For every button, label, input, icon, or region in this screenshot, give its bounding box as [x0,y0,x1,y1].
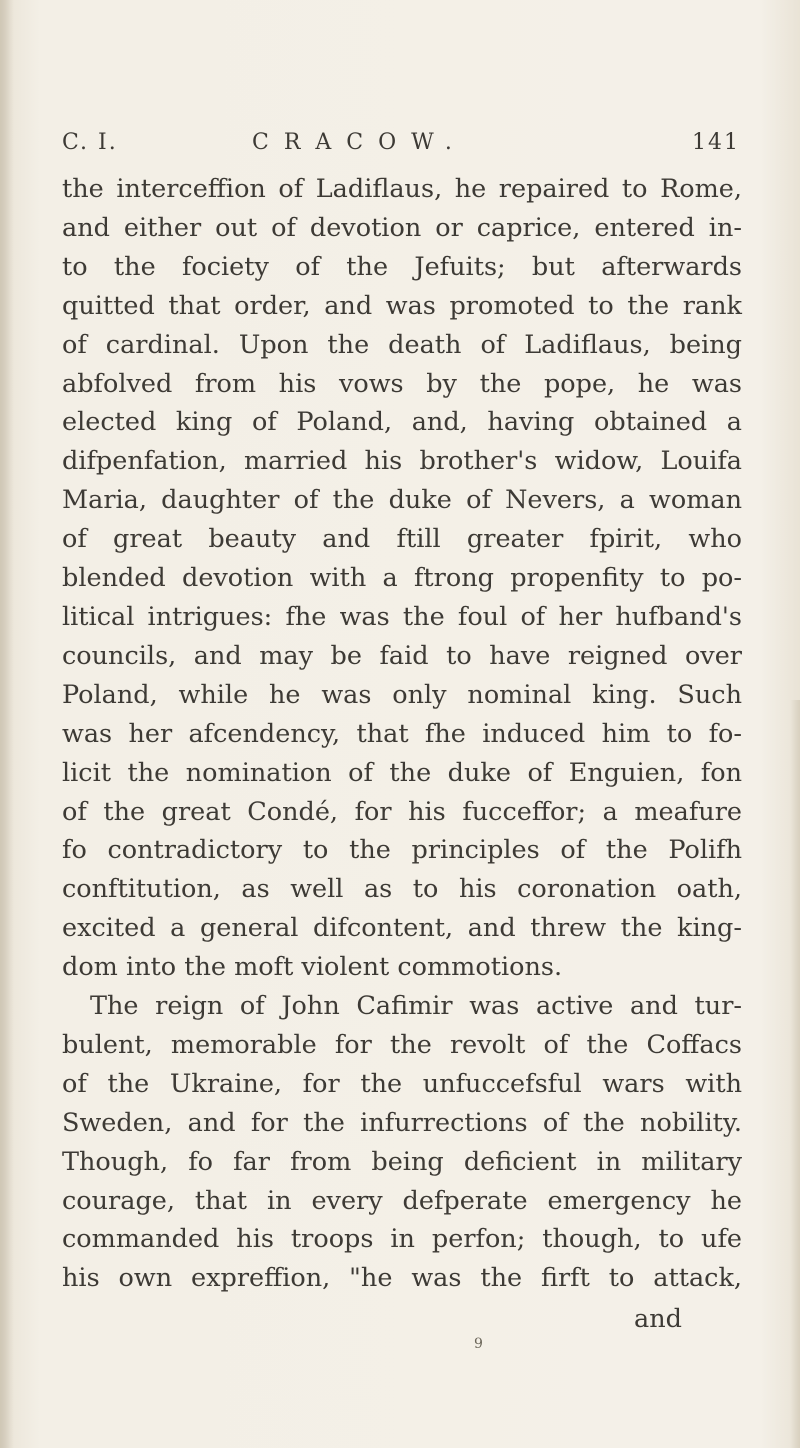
text-line: blended devotion with a ftrong propenfity to po- [62,563,742,594]
text-line: Maria, daughter of the duke of Nevers, a woman [62,485,742,516]
text-line: licit the nomination of the duke of Enguien, fon [62,757,742,788]
text-line: elected king of Poland, and, having obtained a [62,407,742,438]
text-line: bulent, memorable for the revolt of the Coffacs [62,1029,742,1060]
spine-shadow [0,0,14,1448]
text-line: dom into the moft violent commotions. [62,952,563,983]
page-number: 141 [692,130,740,155]
text-line: of the Ukraine, for the unfuccefsful wars with [62,1068,742,1099]
text-line: Sweden, and for the infurrections of the nobility. [62,1107,742,1138]
chapter-label: C. I. [62,130,118,155]
text-line: conftitution, as well as to his coronation oath, [62,874,742,905]
text-line: courage, that in every defperate emergency he [62,1185,742,1216]
text-line: litical intrigues: fhe was the foul of her hufband's [62,601,742,632]
text-line: of great beauty and ftill greater fpirit, who [62,524,742,555]
text-line: commanded his troops in perfon; though, to ufe [62,1224,742,1255]
text-line: councils, and may be faid to have reigned over [62,640,742,671]
body-text [62,170,742,1352]
text-line: abfolved from his vows by the pope, he was [62,368,742,399]
catchword: and [634,1304,682,1334]
text-line: Poland, while he was only nominal king. Such [62,679,742,710]
running-header [62,130,740,164]
page-edge [790,700,800,1448]
text-line: to the fociety of the Jefuits; but afterwards [62,251,742,282]
text-line: of the great Condé, for his fucceffor; a meafure [62,796,742,827]
text-line: and either out of devotion or caprice, entered in- [62,212,742,243]
signature-mark: 9 [474,1336,483,1352]
text-line: difpenfation, married his brother's widow, Louifa [62,446,742,477]
text-line: The reign of John Cafimir was active and tur- [90,991,742,1022]
text-line: the interceffion of Ladiflaus, he repaired to Rome, [62,174,742,204]
text-line: quitted that order, and was promoted to the rank [62,290,742,321]
running-title: CRACOW. [252,130,467,155]
text-line: fo contradictory to the principles of the Polifh [62,835,742,866]
text-line: excited a general difcontent, and threw the king- [62,913,742,944]
text-line: his own expreffion, "he was the firft to attack, [62,1263,742,1294]
text-line: Though, fo far from being deficient in military [62,1146,742,1177]
text-line: of cardinal. Upon the death of Ladiflaus, being [62,329,742,360]
text-line: was her afcendency, that fhe induced him to fo- [62,718,742,749]
